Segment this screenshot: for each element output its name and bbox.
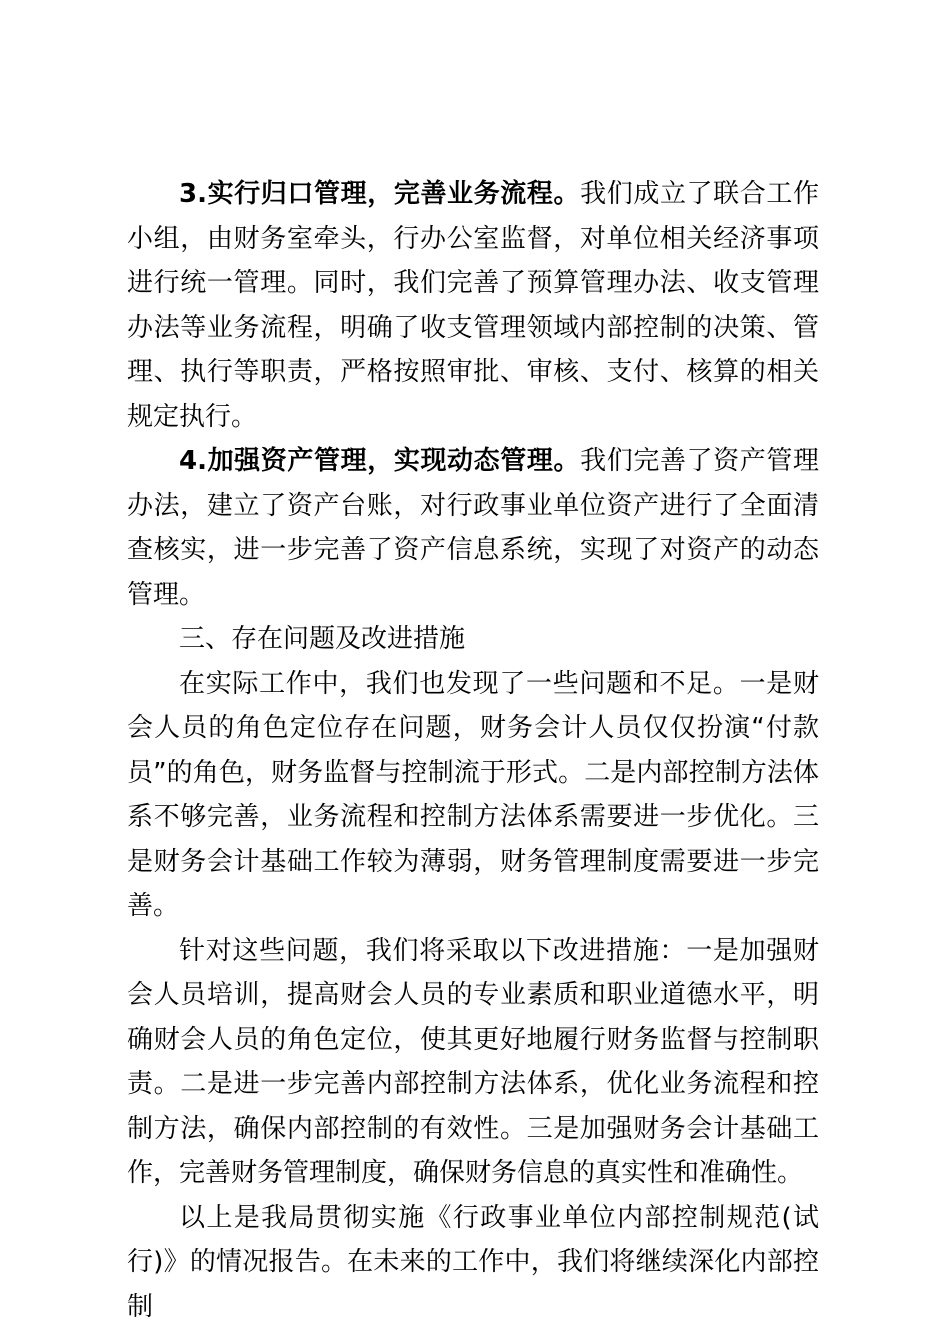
document-body: [127, 172, 819, 1329]
paragraph-text: 针对这些问题，我们将采取以下改进措施：一是加强财会人员培训，提高财会人员的专业素质和职业道德水平，明确财会人员的角色定位，使其更好地履行财务监督与控制职责。二是进一步完善内部控制方法体系，优化业务流程和控制方法，确保内部控制的有效性。三是加强财务会计基础工作，完善财务管理制度，确保财务信息的真实性和准确性。: [127, 935, 819, 1188]
paragraph-heading: 4.加强资产管理，实现动态管理。: [179, 446, 581, 476]
paragraph-conclusion: [127, 1196, 819, 1330]
paragraph-centralized-management: [127, 172, 819, 439]
paragraph-text: 以上是我局贯彻实施《行政事业单位内部控制规范(试行)》的情况报告。在未来的工作中，我们将继续深化内部控制: [127, 1202, 819, 1322]
section-heading-problems: [127, 617, 819, 662]
paragraph-text: 我们完善了资产管理办法，建立了资产台账，对行政事业单位资产进行了全面清查核实，进一步完善了资产信息系统，实现了对资产的动态管理。: [127, 446, 819, 610]
paragraph-text: 在实际工作中，我们也发现了一些问题和不足。一是财会人员的角色定位存在问题，财务会计人员仅仅扮演“付款员”的角色，财务监督与控制流于形式。二是内部控制方法体系不够完善，业务流程和控制方法体系需要进一步优化。三是财务会计基础工作较为薄弱，财务管理制度需要进一步完善。: [127, 668, 819, 921]
paragraph-text: 我们成立了联合工作小组，由财务室牵头，行办公室监督，对单位相关经济事项进行统一管理。同时，我们完善了预算管理办法、收支管理办法等业务流程，明确了收支管理领域内部控制的决策、管理、执行等职责，严格按照审批、审核、支付、核算的相关规定执行。: [127, 179, 819, 432]
paragraph-improvements: [127, 929, 819, 1196]
paragraph-problems: [127, 662, 819, 929]
section-heading-text: 三、存在问题及改进措施: [179, 624, 466, 654]
paragraph-heading: 3.实行归口管理，完善业务流程。: [179, 179, 581, 209]
paragraph-asset-management: [127, 439, 819, 617]
